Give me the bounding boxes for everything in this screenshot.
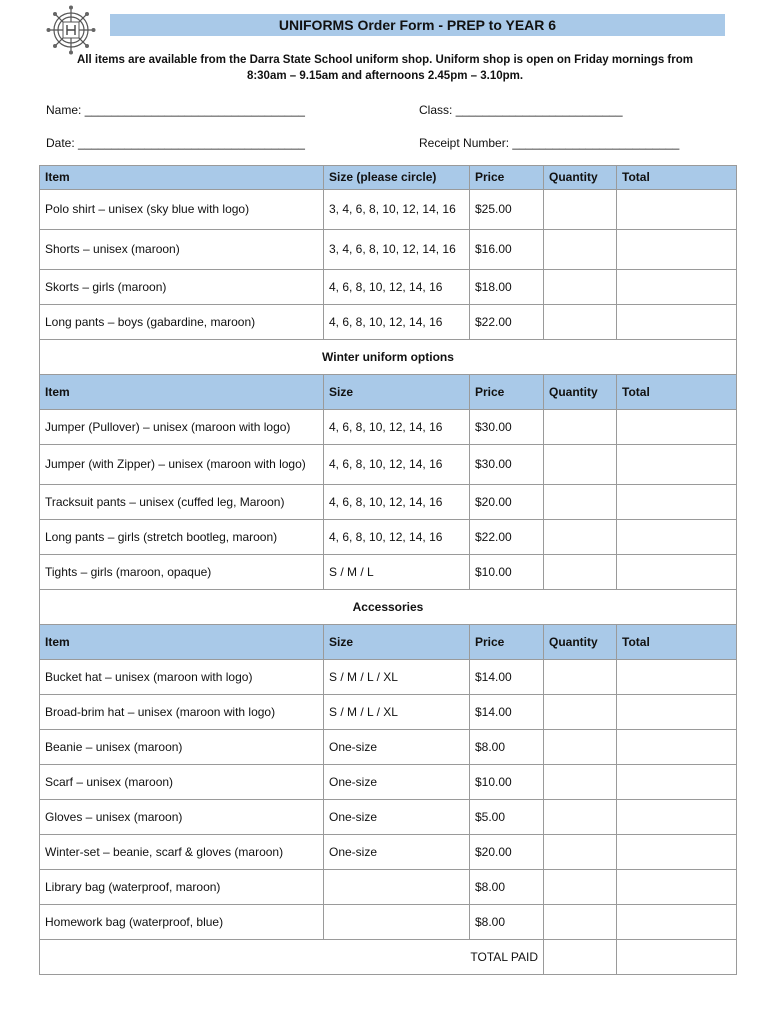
price-cell: $30.00 (470, 410, 544, 445)
header-price: Price (470, 166, 544, 190)
size-cell[interactable] (324, 905, 470, 940)
header-quantity: Quantity (544, 166, 617, 190)
table-row (40, 835, 737, 870)
price-cell: $8.00 (470, 870, 544, 905)
price-cell: $30.00 (470, 445, 544, 485)
item-cell: Skorts – girls (maroon) (40, 270, 324, 305)
section-title-accessories: Accessories (40, 590, 737, 625)
section-accessories (40, 590, 737, 625)
order-table (39, 165, 737, 975)
quantity-cell[interactable] (544, 485, 617, 520)
school-crest-wheel-icon (46, 5, 96, 55)
item-cell: Scarf – unisex (maroon) (40, 765, 324, 800)
receipt-label: Receipt Number: (419, 136, 510, 150)
size-cell[interactable]: 4, 6, 8, 10, 12, 14, 16 (324, 410, 470, 445)
item-cell: Gloves – unisex (maroon) (40, 800, 324, 835)
date-field[interactable] (46, 136, 305, 150)
price-cell: $10.00 (470, 765, 544, 800)
intro-text (40, 52, 730, 84)
total-cell[interactable] (617, 660, 737, 695)
price-cell: $20.00 (470, 485, 544, 520)
quantity-cell[interactable] (544, 520, 617, 555)
item-cell: Long pants – girls (stretch bootleg, maroon) (40, 520, 324, 555)
header-size: Size (please circle) (324, 166, 470, 190)
item-cell: Jumper (with Zipper) – unisex (maroon with logo) (40, 445, 324, 485)
header-size: Size (324, 625, 470, 660)
quantity-cell[interactable] (544, 445, 617, 485)
item-cell: Beanie – unisex (maroon) (40, 730, 324, 765)
table-row (40, 870, 737, 905)
class-label: Class: (419, 103, 453, 117)
header-item: Item (40, 166, 324, 190)
total-cell[interactable] (617, 870, 737, 905)
size-cell[interactable]: 4, 6, 8, 10, 12, 14, 16 (324, 520, 470, 555)
total-cell[interactable] (617, 520, 737, 555)
table-row (40, 410, 737, 445)
size-cell[interactable]: S / M / L / XL (324, 660, 470, 695)
total-cell[interactable] (617, 190, 737, 230)
receipt-line: _________________________ (512, 136, 680, 150)
name-line: _________________________________ (84, 103, 305, 117)
price-cell: $10.00 (470, 555, 544, 590)
table-row (40, 485, 737, 520)
quantity-cell[interactable] (544, 800, 617, 835)
intro-line-2: 8:30am – 9.15am and afternoons 2.45pm – 3.10pm. (246, 70, 524, 82)
table-header-accessories (40, 625, 737, 660)
total-cell[interactable] (617, 765, 737, 800)
total-cell[interactable] (617, 410, 737, 445)
total-paid-label: TOTAL PAID (40, 940, 544, 975)
total-cell[interactable] (617, 305, 737, 340)
item-cell: Library bag (waterproof, maroon) (40, 870, 324, 905)
section-winter (40, 340, 737, 375)
size-cell[interactable]: 3, 4, 6, 8, 10, 12, 14, 16 (324, 230, 470, 270)
header-item: Item (40, 375, 324, 410)
size-cell[interactable]: One-size (324, 765, 470, 800)
quantity-cell[interactable] (544, 835, 617, 870)
price-cell: $18.00 (470, 270, 544, 305)
price-cell: $8.00 (470, 730, 544, 765)
quantity-cell[interactable] (544, 695, 617, 730)
size-cell[interactable]: S / M / L (324, 555, 470, 590)
price-cell: $20.00 (470, 835, 544, 870)
header-price: Price (470, 625, 544, 660)
table-header-summer (40, 166, 737, 190)
table-row (40, 765, 737, 800)
size-cell[interactable] (324, 870, 470, 905)
price-cell: $5.00 (470, 800, 544, 835)
total-cell[interactable] (617, 445, 737, 485)
size-cell[interactable]: One-size (324, 730, 470, 765)
header-item: Item (40, 625, 324, 660)
table-row (40, 730, 737, 765)
item-cell: Bucket hat – unisex (maroon with logo) (40, 660, 324, 695)
header-quantity: Quantity (544, 625, 617, 660)
item-cell: Shorts – unisex (maroon) (40, 230, 324, 270)
date-line: __________________________________ (78, 136, 305, 150)
class-line: _________________________ (455, 103, 623, 117)
class-field[interactable] (419, 103, 623, 117)
item-cell: Tracksuit pants – unisex (cuffed leg, Maroon) (40, 485, 324, 520)
table-header-winter (40, 375, 737, 410)
total-cell[interactable] (617, 835, 737, 870)
quantity-cell[interactable] (544, 190, 617, 230)
item-cell: Long pants – boys (gabardine, maroon) (40, 305, 324, 340)
size-cell[interactable]: 4, 6, 8, 10, 12, 14, 16 (324, 485, 470, 520)
total-paid-cell[interactable] (617, 940, 737, 975)
size-cell[interactable]: One-size (324, 835, 470, 870)
size-cell[interactable]: 3, 4, 6, 8, 10, 12, 14, 16 (324, 190, 470, 230)
header-price: Price (470, 375, 544, 410)
total-cell[interactable] (617, 905, 737, 940)
name-label: Name: (46, 103, 82, 117)
item-cell: Jumper (Pullover) – unisex (maroon with logo) (40, 410, 324, 445)
header-total: Total (617, 166, 737, 190)
total-cell[interactable] (617, 270, 737, 305)
quantity-cell[interactable] (544, 660, 617, 695)
total-cell[interactable] (617, 555, 737, 590)
table-row (40, 660, 737, 695)
item-cell: Polo shirt – unisex (sky blue with logo) (40, 190, 324, 230)
header-quantity: Quantity (544, 375, 617, 410)
header-total: Total (617, 625, 737, 660)
price-cell: $14.00 (470, 660, 544, 695)
quantity-cell[interactable] (544, 305, 617, 340)
total-cell[interactable] (617, 730, 737, 765)
receipt-field[interactable] (419, 136, 679, 150)
price-cell: $14.00 (470, 695, 544, 730)
size-cell[interactable]: S / M / L / XL (324, 695, 470, 730)
quantity-cell[interactable] (544, 765, 617, 800)
page-title: UNIFORMS Order Form - PREP to YEAR 6 (110, 14, 725, 36)
item-cell: Winter-set – beanie, scarf & gloves (maroon) (40, 835, 324, 870)
quantity-cell[interactable] (544, 270, 617, 305)
date-label: Date: (46, 136, 75, 150)
size-cell[interactable]: One-size (324, 800, 470, 835)
item-cell: Tights – girls (maroon, opaque) (40, 555, 324, 590)
total-paid-row (40, 940, 737, 975)
table-row (40, 520, 737, 555)
name-field[interactable] (46, 103, 305, 117)
price-cell: $22.00 (470, 305, 544, 340)
quantity-cell[interactable] (544, 870, 617, 905)
table-row (40, 695, 737, 730)
item-cell: Homework bag (waterproof, blue) (40, 905, 324, 940)
price-cell: $8.00 (470, 905, 544, 940)
total-cell[interactable] (617, 485, 737, 520)
quantity-cell[interactable] (544, 905, 617, 940)
size-cell[interactable]: 4, 6, 8, 10, 12, 14, 16 (324, 305, 470, 340)
table-row (40, 305, 737, 340)
quantity-cell[interactable] (544, 410, 617, 445)
table-row (40, 190, 737, 230)
item-cell: Broad-brim hat – unisex (maroon with logo) (40, 695, 324, 730)
price-cell: $25.00 (470, 190, 544, 230)
total-cell[interactable] (617, 230, 737, 270)
total-cell[interactable] (617, 800, 737, 835)
quantity-cell[interactable] (544, 730, 617, 765)
quantity-cell[interactable] (544, 555, 617, 590)
price-cell: $16.00 (470, 230, 544, 270)
size-cell[interactable]: 4, 6, 8, 10, 12, 14, 16 (324, 270, 470, 305)
intro-line-1: All items are available from the Darra State School uniform shop. Uniform shop is open on Friday mornings from (77, 54, 693, 66)
table-row (40, 905, 737, 940)
total-cell[interactable] (617, 695, 737, 730)
quantity-cell[interactable] (544, 230, 617, 270)
table-row (40, 445, 737, 485)
table-row (40, 270, 737, 305)
table-row (40, 230, 737, 270)
table-row (40, 555, 737, 590)
total-quantity-cell[interactable] (544, 940, 617, 975)
header-total: Total (617, 375, 737, 410)
section-title-winter: Winter uniform options (40, 340, 737, 375)
table-row (40, 800, 737, 835)
header-size: Size (324, 375, 470, 410)
size-cell[interactable]: 4, 6, 8, 10, 12, 14, 16 (324, 445, 470, 485)
price-cell: $22.00 (470, 520, 544, 555)
